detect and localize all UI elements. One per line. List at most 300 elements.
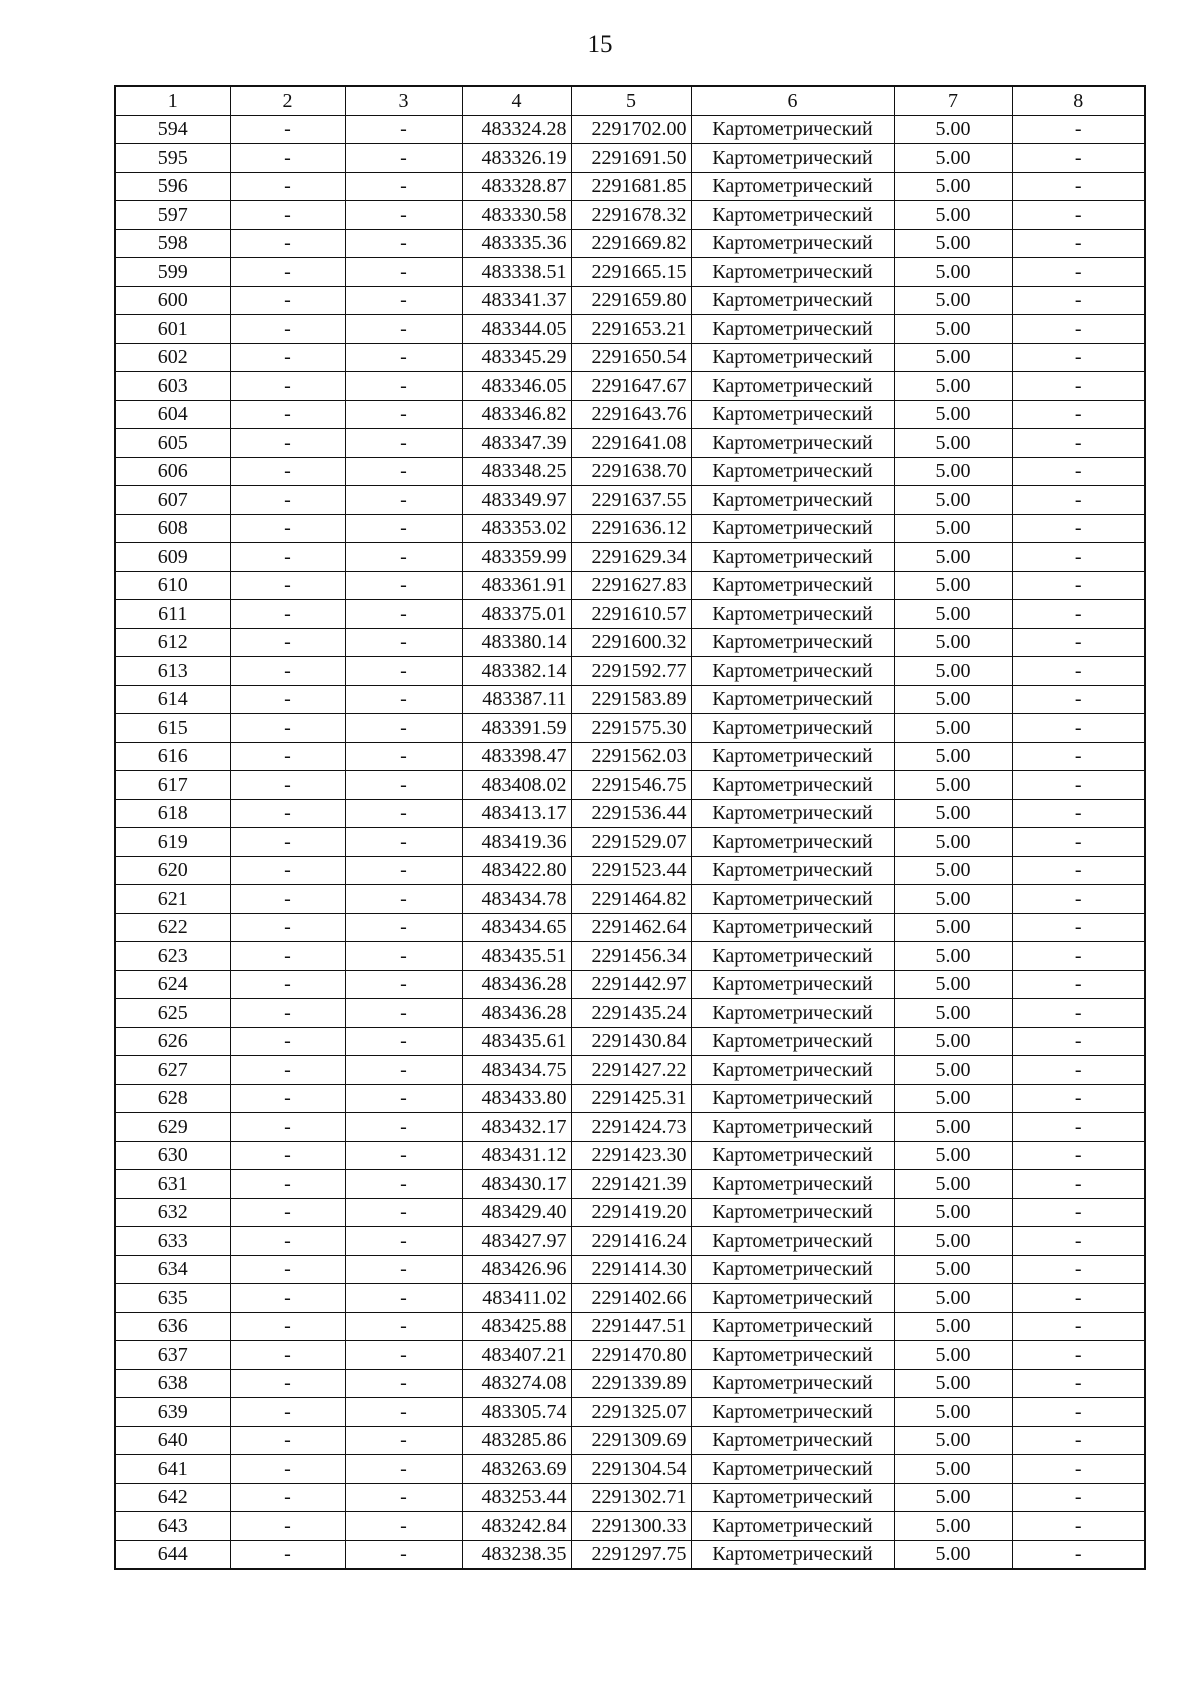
cell-col-3: - bbox=[345, 799, 462, 828]
cell-point-number: 642 bbox=[115, 1483, 230, 1512]
cell-col-2: - bbox=[230, 1284, 345, 1313]
cell-col-2: - bbox=[230, 1512, 345, 1541]
cell-point-number: 629 bbox=[115, 1113, 230, 1142]
cell-col-3: - bbox=[345, 514, 462, 543]
cell-col-8: - bbox=[1012, 486, 1145, 515]
cell-method: Картометрический bbox=[691, 799, 894, 828]
cell-col-3: - bbox=[345, 1227, 462, 1256]
table-row bbox=[115, 1198, 1145, 1227]
cell-accuracy: 5.00 bbox=[894, 429, 1012, 458]
table-row bbox=[115, 1113, 1145, 1142]
cell-col-8: - bbox=[1012, 229, 1145, 258]
cell-coord-y: 2291546.75 bbox=[571, 771, 691, 800]
cell-point-number: 620 bbox=[115, 856, 230, 885]
table-row bbox=[115, 1227, 1145, 1256]
cell-col-2: - bbox=[230, 1084, 345, 1113]
cell-coord-y: 2291659.80 bbox=[571, 286, 691, 315]
cell-method: Картометрический bbox=[691, 1198, 894, 1227]
cell-col-2: - bbox=[230, 828, 345, 857]
cell-col-2: - bbox=[230, 571, 345, 600]
cell-col-3: - bbox=[345, 286, 462, 315]
cell-col-3: - bbox=[345, 1198, 462, 1227]
cell-accuracy: 5.00 bbox=[894, 1284, 1012, 1313]
cell-method: Картометрический bbox=[691, 942, 894, 971]
cell-accuracy: 5.00 bbox=[894, 1170, 1012, 1199]
table-row bbox=[115, 1284, 1145, 1313]
cell-coord-x: 483426.96 bbox=[462, 1255, 571, 1284]
cell-accuracy: 5.00 bbox=[894, 714, 1012, 743]
cell-point-number: 611 bbox=[115, 600, 230, 629]
cell-point-number: 641 bbox=[115, 1455, 230, 1484]
cell-col-2: - bbox=[230, 1455, 345, 1484]
table-row bbox=[115, 885, 1145, 914]
cell-coord-y: 2291304.54 bbox=[571, 1455, 691, 1484]
cell-coord-x: 483347.39 bbox=[462, 429, 571, 458]
cell-accuracy: 5.00 bbox=[894, 628, 1012, 657]
cell-col-2: - bbox=[230, 486, 345, 515]
column-header-6: 6 bbox=[691, 86, 894, 115]
cell-point-number: 640 bbox=[115, 1426, 230, 1455]
cell-method: Картометрический bbox=[691, 1483, 894, 1512]
cell-col-3: - bbox=[345, 742, 462, 771]
cell-point-number: 602 bbox=[115, 343, 230, 372]
cell-accuracy: 5.00 bbox=[894, 771, 1012, 800]
cell-col-8: - bbox=[1012, 400, 1145, 429]
cell-col-3: - bbox=[345, 1512, 462, 1541]
cell-col-2: - bbox=[230, 1141, 345, 1170]
cell-method: Картометрический bbox=[691, 571, 894, 600]
cell-method: Картометрический bbox=[691, 742, 894, 771]
cell-coord-x: 483387.11 bbox=[462, 685, 571, 714]
cell-coord-x: 483411.02 bbox=[462, 1284, 571, 1313]
cell-method: Картометрический bbox=[691, 1141, 894, 1170]
cell-col-2: - bbox=[230, 229, 345, 258]
cell-col-8: - bbox=[1012, 771, 1145, 800]
cell-coord-x: 483263.69 bbox=[462, 1455, 571, 1484]
cell-point-number: 627 bbox=[115, 1056, 230, 1085]
column-header-2: 2 bbox=[230, 86, 345, 115]
cell-col-2: - bbox=[230, 1540, 345, 1569]
cell-col-3: - bbox=[345, 201, 462, 230]
cell-method: Картометрический bbox=[691, 628, 894, 657]
cell-method: Картометрический bbox=[691, 486, 894, 515]
cell-point-number: 639 bbox=[115, 1398, 230, 1427]
cell-accuracy: 5.00 bbox=[894, 913, 1012, 942]
cell-method: Картометрический bbox=[691, 258, 894, 287]
cell-method: Картометрический bbox=[691, 657, 894, 686]
table-row bbox=[115, 201, 1145, 230]
cell-point-number: 618 bbox=[115, 799, 230, 828]
cell-col-2: - bbox=[230, 799, 345, 828]
cell-coord-x: 483434.75 bbox=[462, 1056, 571, 1085]
cell-col-3: - bbox=[345, 1341, 462, 1370]
cell-accuracy: 5.00 bbox=[894, 999, 1012, 1028]
table-row bbox=[115, 1455, 1145, 1484]
cell-method: Картометрический bbox=[691, 1426, 894, 1455]
cell-col-2: - bbox=[230, 942, 345, 971]
cell-coord-x: 483408.02 bbox=[462, 771, 571, 800]
table-row bbox=[115, 1312, 1145, 1341]
cell-coord-x: 483436.28 bbox=[462, 999, 571, 1028]
table-row bbox=[115, 1483, 1145, 1512]
cell-col-8: - bbox=[1012, 1369, 1145, 1398]
cell-coord-x: 483375.01 bbox=[462, 600, 571, 629]
cell-coord-y: 2291421.39 bbox=[571, 1170, 691, 1199]
cell-coord-y: 2291592.77 bbox=[571, 657, 691, 686]
cell-coord-y: 2291665.15 bbox=[571, 258, 691, 287]
cell-point-number: 633 bbox=[115, 1227, 230, 1256]
cell-coord-y: 2291529.07 bbox=[571, 828, 691, 857]
cell-point-number: 626 bbox=[115, 1027, 230, 1056]
cell-coord-x: 483330.58 bbox=[462, 201, 571, 230]
cell-col-2: - bbox=[230, 514, 345, 543]
cell-accuracy: 5.00 bbox=[894, 799, 1012, 828]
cell-col-8: - bbox=[1012, 1255, 1145, 1284]
cell-col-2: - bbox=[230, 343, 345, 372]
cell-method: Картометрический bbox=[691, 543, 894, 572]
cell-method: Картометрический bbox=[691, 1455, 894, 1484]
cell-coord-y: 2291681.85 bbox=[571, 172, 691, 201]
cell-method: Картометрический bbox=[691, 343, 894, 372]
table-row bbox=[115, 144, 1145, 173]
cell-method: Картометрический bbox=[691, 229, 894, 258]
cell-col-3: - bbox=[345, 1426, 462, 1455]
cell-col-2: - bbox=[230, 1312, 345, 1341]
cell-accuracy: 5.00 bbox=[894, 286, 1012, 315]
cell-accuracy: 5.00 bbox=[894, 172, 1012, 201]
cell-method: Картометрический bbox=[691, 1227, 894, 1256]
cell-col-2: - bbox=[230, 1113, 345, 1142]
table-row bbox=[115, 457, 1145, 486]
cell-col-8: - bbox=[1012, 714, 1145, 743]
cell-point-number: 631 bbox=[115, 1170, 230, 1199]
cell-col-2: - bbox=[230, 913, 345, 942]
cell-point-number: 622 bbox=[115, 913, 230, 942]
cell-point-number: 612 bbox=[115, 628, 230, 657]
cell-method: Картометрический bbox=[691, 685, 894, 714]
cell-coord-y: 2291641.08 bbox=[571, 429, 691, 458]
cell-col-3: - bbox=[345, 1398, 462, 1427]
cell-accuracy: 5.00 bbox=[894, 144, 1012, 173]
table-row bbox=[115, 258, 1145, 287]
cell-accuracy: 5.00 bbox=[894, 600, 1012, 629]
cell-accuracy: 5.00 bbox=[894, 942, 1012, 971]
cell-accuracy: 5.00 bbox=[894, 543, 1012, 572]
table-row bbox=[115, 742, 1145, 771]
cell-accuracy: 5.00 bbox=[894, 1426, 1012, 1455]
cell-coord-y: 2291647.67 bbox=[571, 372, 691, 401]
cell-coord-x: 483413.17 bbox=[462, 799, 571, 828]
cell-col-8: - bbox=[1012, 1170, 1145, 1199]
cell-coord-x: 483346.82 bbox=[462, 400, 571, 429]
cell-col-8: - bbox=[1012, 1483, 1145, 1512]
cell-col-2: - bbox=[230, 429, 345, 458]
cell-coord-x: 483436.28 bbox=[462, 970, 571, 999]
cell-coord-x: 483431.12 bbox=[462, 1141, 571, 1170]
cell-coord-x: 483242.84 bbox=[462, 1512, 571, 1541]
cell-point-number: 630 bbox=[115, 1141, 230, 1170]
cell-coord-y: 2291638.70 bbox=[571, 457, 691, 486]
cell-point-number: 607 bbox=[115, 486, 230, 515]
table-row bbox=[115, 999, 1145, 1028]
cell-col-3: - bbox=[345, 315, 462, 344]
cell-accuracy: 5.00 bbox=[894, 258, 1012, 287]
cell-method: Картометрический bbox=[691, 913, 894, 942]
cell-coord-y: 2291523.44 bbox=[571, 856, 691, 885]
cell-point-number: 628 bbox=[115, 1084, 230, 1113]
cell-col-8: - bbox=[1012, 315, 1145, 344]
page-number: 15 bbox=[587, 31, 613, 58]
cell-coord-y: 2291678.32 bbox=[571, 201, 691, 230]
cell-method: Картометрический bbox=[691, 457, 894, 486]
cell-method: Картометрический bbox=[691, 999, 894, 1028]
cell-col-2: - bbox=[230, 315, 345, 344]
cell-col-8: - bbox=[1012, 600, 1145, 629]
cell-col-3: - bbox=[345, 628, 462, 657]
cell-method: Картометрический bbox=[691, 1341, 894, 1370]
cell-accuracy: 5.00 bbox=[894, 115, 1012, 144]
cell-method: Картометрический bbox=[691, 885, 894, 914]
cell-col-8: - bbox=[1012, 913, 1145, 942]
cell-col-3: - bbox=[345, 172, 462, 201]
cell-coord-x: 483328.87 bbox=[462, 172, 571, 201]
cell-coord-x: 483274.08 bbox=[462, 1369, 571, 1398]
cell-col-8: - bbox=[1012, 543, 1145, 572]
cell-point-number: 594 bbox=[115, 115, 230, 144]
cell-point-number: 604 bbox=[115, 400, 230, 429]
cell-coord-x: 483305.74 bbox=[462, 1398, 571, 1427]
table-row bbox=[115, 799, 1145, 828]
cell-method: Картометрический bbox=[691, 771, 894, 800]
cell-coord-x: 483348.25 bbox=[462, 457, 571, 486]
cell-col-3: - bbox=[345, 1455, 462, 1484]
cell-col-3: - bbox=[345, 571, 462, 600]
cell-point-number: 616 bbox=[115, 742, 230, 771]
cell-col-2: - bbox=[230, 1369, 345, 1398]
cell-method: Картометрический bbox=[691, 828, 894, 857]
table-row bbox=[115, 657, 1145, 686]
table-row bbox=[115, 172, 1145, 201]
coordinates-table bbox=[114, 85, 1146, 1570]
cell-coord-y: 2291627.83 bbox=[571, 571, 691, 600]
cell-point-number: 613 bbox=[115, 657, 230, 686]
cell-col-3: - bbox=[345, 1284, 462, 1313]
cell-accuracy: 5.00 bbox=[894, 201, 1012, 230]
cell-col-2: - bbox=[230, 1027, 345, 1056]
cell-coord-y: 2291309.69 bbox=[571, 1426, 691, 1455]
cell-col-8: - bbox=[1012, 1056, 1145, 1085]
cell-point-number: 599 bbox=[115, 258, 230, 287]
cell-point-number: 634 bbox=[115, 1255, 230, 1284]
table-row bbox=[115, 429, 1145, 458]
cell-point-number: 635 bbox=[115, 1284, 230, 1313]
cell-col-8: - bbox=[1012, 685, 1145, 714]
cell-accuracy: 5.00 bbox=[894, 457, 1012, 486]
table-row bbox=[115, 1512, 1145, 1541]
cell-method: Картометрический bbox=[691, 514, 894, 543]
cell-col-8: - bbox=[1012, 828, 1145, 857]
cell-col-3: - bbox=[345, 828, 462, 857]
cell-col-2: - bbox=[230, 628, 345, 657]
cell-coord-x: 483346.05 bbox=[462, 372, 571, 401]
cell-col-3: - bbox=[345, 942, 462, 971]
cell-accuracy: 5.00 bbox=[894, 372, 1012, 401]
cell-method: Картометрический bbox=[691, 1056, 894, 1085]
table-row bbox=[115, 942, 1145, 971]
cell-coord-y: 2291702.00 bbox=[571, 115, 691, 144]
table-row bbox=[115, 372, 1145, 401]
cell-col-2: - bbox=[230, 1198, 345, 1227]
cell-col-2: - bbox=[230, 657, 345, 686]
cell-col-2: - bbox=[230, 1426, 345, 1455]
cell-method: Картометрический bbox=[691, 1398, 894, 1427]
cell-method: Картометрический bbox=[691, 1255, 894, 1284]
cell-col-8: - bbox=[1012, 628, 1145, 657]
cell-coord-y: 2291423.30 bbox=[571, 1141, 691, 1170]
cell-col-3: - bbox=[345, 1369, 462, 1398]
table-body bbox=[115, 115, 1145, 1569]
cell-method: Картометрический bbox=[691, 315, 894, 344]
cell-coord-x: 483326.19 bbox=[462, 144, 571, 173]
cell-col-2: - bbox=[230, 1398, 345, 1427]
table-row bbox=[115, 913, 1145, 942]
cell-coord-y: 2291414.30 bbox=[571, 1255, 691, 1284]
cell-method: Картометрический bbox=[691, 1170, 894, 1199]
table-row bbox=[115, 1426, 1145, 1455]
cell-coord-y: 2291297.75 bbox=[571, 1540, 691, 1569]
cell-col-3: - bbox=[345, 144, 462, 173]
cell-method: Картометрический bbox=[691, 714, 894, 743]
cell-coord-y: 2291650.54 bbox=[571, 343, 691, 372]
cell-coord-y: 2291637.55 bbox=[571, 486, 691, 515]
table-row bbox=[115, 115, 1145, 144]
table-row bbox=[115, 600, 1145, 629]
cell-col-3: - bbox=[345, 657, 462, 686]
cell-accuracy: 5.00 bbox=[894, 1113, 1012, 1142]
cell-point-number: 606 bbox=[115, 457, 230, 486]
cell-col-8: - bbox=[1012, 1198, 1145, 1227]
cell-method: Картометрический bbox=[691, 1512, 894, 1541]
table-row bbox=[115, 286, 1145, 315]
table-row bbox=[115, 571, 1145, 600]
column-header-3: 3 bbox=[345, 86, 462, 115]
cell-coord-x: 483382.14 bbox=[462, 657, 571, 686]
table-row bbox=[115, 1141, 1145, 1170]
cell-coord-x: 483353.02 bbox=[462, 514, 571, 543]
cell-coord-y: 2291427.22 bbox=[571, 1056, 691, 1085]
cell-coord-y: 2291610.57 bbox=[571, 600, 691, 629]
cell-col-2: - bbox=[230, 685, 345, 714]
cell-col-3: - bbox=[345, 457, 462, 486]
cell-point-number: 638 bbox=[115, 1369, 230, 1398]
cell-accuracy: 5.00 bbox=[894, 1398, 1012, 1427]
cell-method: Картометрический bbox=[691, 172, 894, 201]
table-row bbox=[115, 1084, 1145, 1113]
cell-accuracy: 5.00 bbox=[894, 343, 1012, 372]
cell-col-2: - bbox=[230, 600, 345, 629]
table-row bbox=[115, 685, 1145, 714]
column-header-5: 5 bbox=[571, 86, 691, 115]
cell-col-8: - bbox=[1012, 742, 1145, 771]
cell-col-8: - bbox=[1012, 1227, 1145, 1256]
cell-coord-y: 2291462.64 bbox=[571, 913, 691, 942]
table-row bbox=[115, 400, 1145, 429]
cell-accuracy: 5.00 bbox=[894, 885, 1012, 914]
table-row bbox=[115, 828, 1145, 857]
cell-point-number: 608 bbox=[115, 514, 230, 543]
cell-method: Картометрический bbox=[691, 201, 894, 230]
cell-col-8: - bbox=[1012, 201, 1145, 230]
cell-coord-x: 483434.65 bbox=[462, 913, 571, 942]
cell-col-8: - bbox=[1012, 856, 1145, 885]
cell-col-8: - bbox=[1012, 1540, 1145, 1569]
cell-coord-y: 2291600.32 bbox=[571, 628, 691, 657]
cell-col-3: - bbox=[345, 999, 462, 1028]
cell-point-number: 643 bbox=[115, 1512, 230, 1541]
cell-col-2: - bbox=[230, 1227, 345, 1256]
cell-coord-y: 2291636.12 bbox=[571, 514, 691, 543]
table-row bbox=[115, 229, 1145, 258]
cell-coord-y: 2291447.51 bbox=[571, 1312, 691, 1341]
column-header-7: 7 bbox=[894, 86, 1012, 115]
cell-col-2: - bbox=[230, 1056, 345, 1085]
cell-coord-y: 2291416.24 bbox=[571, 1227, 691, 1256]
cell-coord-x: 483345.29 bbox=[462, 343, 571, 372]
cell-method: Картометрический bbox=[691, 286, 894, 315]
cell-coord-y: 2291629.34 bbox=[571, 543, 691, 572]
cell-accuracy: 5.00 bbox=[894, 970, 1012, 999]
cell-col-8: - bbox=[1012, 144, 1145, 173]
cell-col-2: - bbox=[230, 742, 345, 771]
cell-col-3: - bbox=[345, 1056, 462, 1085]
cell-col-3: - bbox=[345, 1084, 462, 1113]
cell-coord-x: 483338.51 bbox=[462, 258, 571, 287]
cell-col-8: - bbox=[1012, 571, 1145, 600]
cell-accuracy: 5.00 bbox=[894, 1141, 1012, 1170]
cell-col-8: - bbox=[1012, 172, 1145, 201]
cell-accuracy: 5.00 bbox=[894, 856, 1012, 885]
table-row bbox=[115, 343, 1145, 372]
cell-coord-y: 2291691.50 bbox=[571, 144, 691, 173]
cell-coord-y: 2291425.31 bbox=[571, 1084, 691, 1113]
cell-col-2: - bbox=[230, 856, 345, 885]
table-row bbox=[115, 543, 1145, 572]
cell-col-8: - bbox=[1012, 799, 1145, 828]
cell-coord-x: 483285.86 bbox=[462, 1426, 571, 1455]
cell-coord-y: 2291669.82 bbox=[571, 229, 691, 258]
cell-col-8: - bbox=[1012, 343, 1145, 372]
cell-col-3: - bbox=[345, 970, 462, 999]
cell-point-number: 595 bbox=[115, 144, 230, 173]
cell-coord-y: 2291464.82 bbox=[571, 885, 691, 914]
cell-coord-y: 2291424.73 bbox=[571, 1113, 691, 1142]
cell-coord-x: 483335.36 bbox=[462, 229, 571, 258]
cell-col-8: - bbox=[1012, 115, 1145, 144]
cell-accuracy: 5.00 bbox=[894, 571, 1012, 600]
cell-col-3: - bbox=[345, 400, 462, 429]
cell-accuracy: 5.00 bbox=[894, 1483, 1012, 1512]
cell-accuracy: 5.00 bbox=[894, 685, 1012, 714]
cell-accuracy: 5.00 bbox=[894, 400, 1012, 429]
cell-accuracy: 5.00 bbox=[894, 1341, 1012, 1370]
cell-accuracy: 5.00 bbox=[894, 1369, 1012, 1398]
cell-col-2: - bbox=[230, 999, 345, 1028]
cell-coord-y: 2291583.89 bbox=[571, 685, 691, 714]
cell-accuracy: 5.00 bbox=[894, 1084, 1012, 1113]
cell-col-3: - bbox=[345, 600, 462, 629]
cell-col-8: - bbox=[1012, 1341, 1145, 1370]
cell-point-number: 624 bbox=[115, 970, 230, 999]
